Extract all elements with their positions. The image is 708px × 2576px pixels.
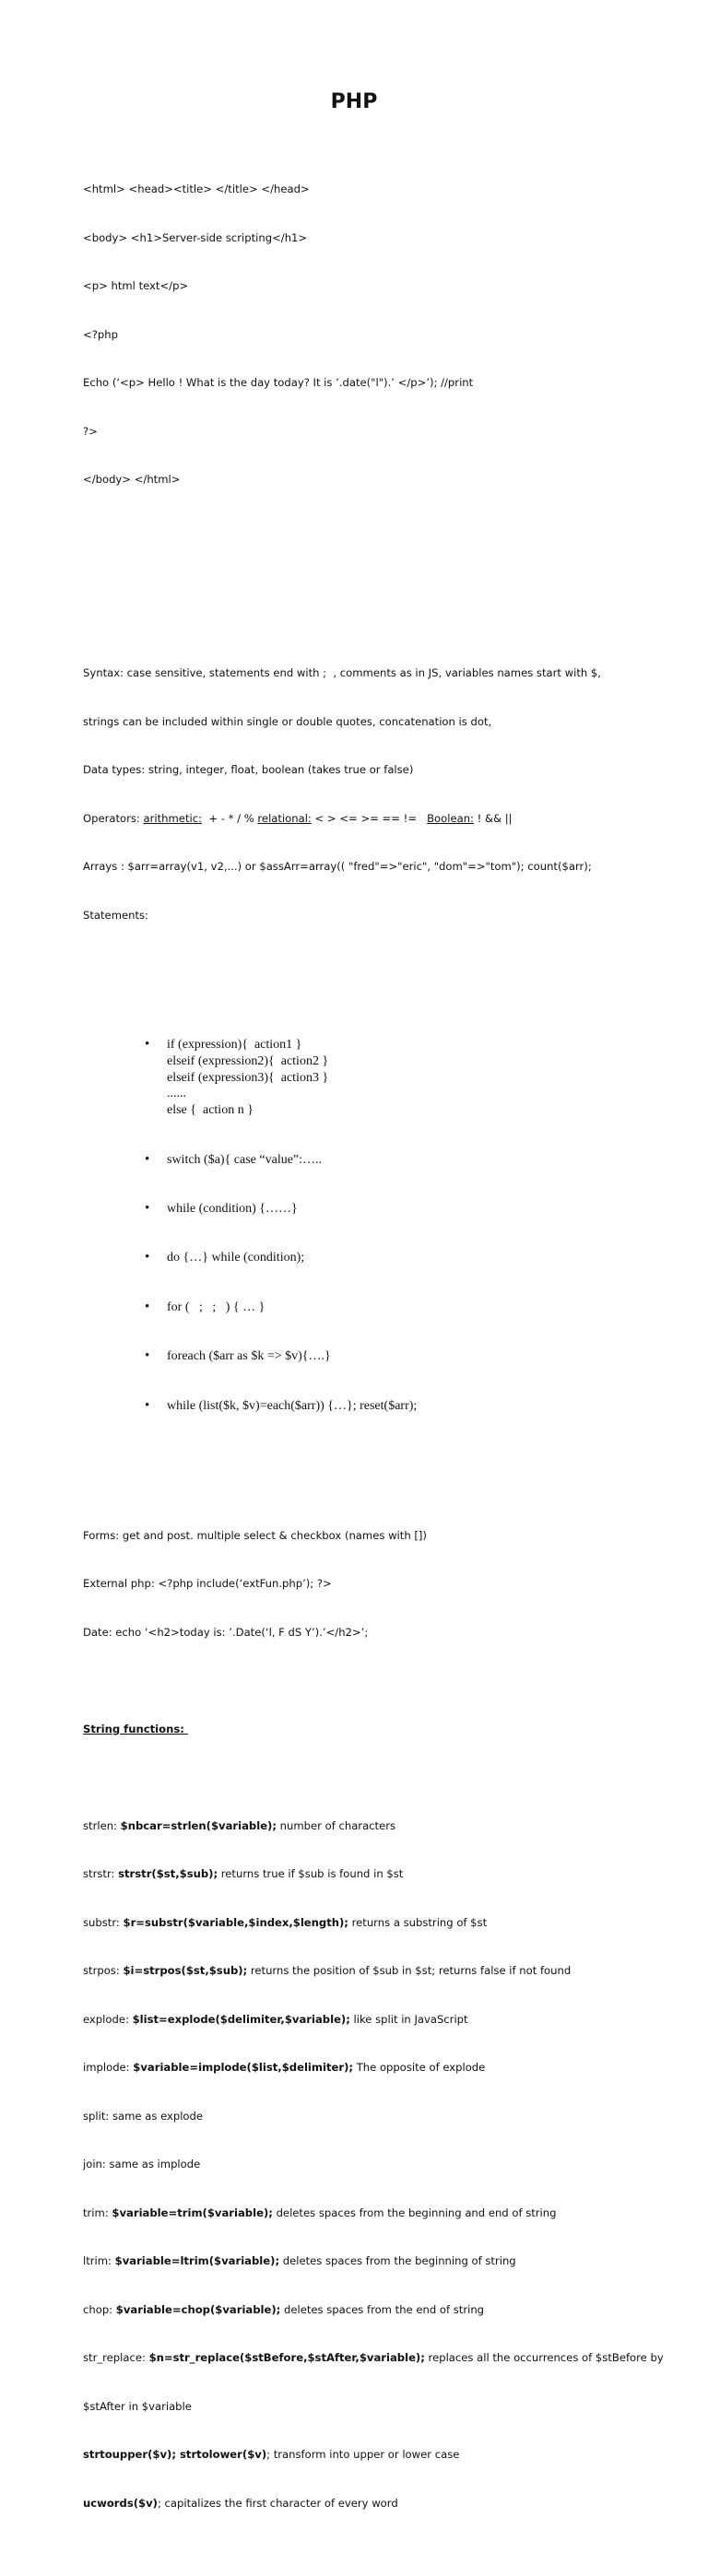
code-line: <?php bbox=[83, 327, 118, 341]
fn-code: $variable=ltrim($variable); bbox=[114, 2254, 280, 2268]
arithmetic-label: arithmetic: bbox=[143, 811, 202, 825]
arrays-line: Arrays : $arr=array(v1, v2,...) or $assArr=array(( "fred"=>"eric", "dom"=>"tom"); count($arr); bbox=[83, 860, 592, 873]
string-function-line bbox=[83, 2447, 673, 2464]
string-function-line bbox=[83, 2302, 673, 2319]
fn-name: trim: bbox=[83, 2205, 112, 2219]
fn-desc: deletes spaces from the beginning and end of string bbox=[272, 2205, 557, 2219]
fn-code: $variable=implode($list,$delimiter); bbox=[133, 2061, 354, 2075]
fn-desc: The opposite of explode bbox=[353, 2061, 486, 2075]
fn-desc: returns the position of $sub in $st; returns false if not found bbox=[247, 1964, 572, 1978]
syntax-line: Data types: string, integer, float, boolean (takes true or false) bbox=[83, 763, 414, 776]
fn-desc: number of characters bbox=[277, 1818, 396, 1832]
string-function-line bbox=[83, 2496, 673, 2512]
fn-desc: ; capitalizes the first character of every word bbox=[157, 2496, 398, 2510]
fn-name: substr: bbox=[83, 1915, 124, 1929]
string-function-line bbox=[83, 2253, 673, 2270]
fn-desc: deletes spaces from the end of string bbox=[280, 2302, 485, 2316]
fn-desc: returns a substring of $st bbox=[348, 1915, 488, 1929]
fn-code: strstr($st,$sub); bbox=[118, 1867, 218, 1881]
string-function-line bbox=[83, 2205, 673, 2222]
misc-line: Forms: get and post. multiple select & checkbox (names with []) bbox=[83, 1528, 427, 1542]
fn-name: join: same as implode bbox=[83, 2158, 201, 2171]
boolean-ops: ! && || bbox=[473, 811, 513, 825]
operators-line bbox=[83, 811, 673, 828]
syntax-section bbox=[83, 633, 673, 956]
fn-desc: like split in JavaScript bbox=[349, 2012, 468, 2026]
misc-section bbox=[83, 1496, 673, 1674]
fn-name: split: same as explode bbox=[83, 2109, 204, 2123]
fn-code: $n=str_replace($stBefore,$stAfter,$variable); bbox=[148, 2351, 425, 2365]
code-line: <body> <h1>Server-side scripting</h1> bbox=[83, 230, 308, 244]
syntax-line: Syntax: case sensitive, statements end with ; , comments as in JS, variables names start with $, bbox=[83, 666, 601, 679]
fn-desc: replaces all the occurrences of $stBefore by bbox=[424, 2351, 664, 2365]
fn-code: $i=strpos($st,$sub); bbox=[123, 1964, 248, 1978]
if-line: else { action n } bbox=[167, 1103, 254, 1118]
fn-code: strtoupper($v); strtolower($v) bbox=[83, 2448, 267, 2462]
code-line: <p> html text</p> bbox=[83, 279, 189, 292]
page-title: PHP bbox=[330, 90, 378, 113]
list-item: • while (condition) {……} bbox=[167, 1201, 673, 1217]
fn-code: ucwords($v) bbox=[83, 2496, 158, 2510]
string-function-line bbox=[83, 1915, 673, 1932]
code-line: ?> bbox=[83, 424, 98, 438]
misc-line: External php: <?php include(‘extFun.php’); ?> bbox=[83, 1577, 332, 1591]
list-item: • foreach ($arr as $k => $v){….} bbox=[167, 1348, 673, 1365]
fn-code: $variable=trim($variable); bbox=[112, 2205, 273, 2219]
statements-list bbox=[83, 1005, 673, 1448]
fn-name: ltrim: bbox=[83, 2254, 115, 2268]
fn-name: chop: bbox=[83, 2302, 116, 2316]
fn-name: strstr: bbox=[83, 1867, 119, 1881]
fn-code: $r=substr($variable,$index,$length); bbox=[123, 1915, 348, 1929]
list-item: • while (list($k, $v)=each($arr)) {…}; reset($arr); bbox=[167, 1398, 673, 1415]
fn-code: $list=explode($delimiter,$variable); bbox=[132, 2012, 350, 2026]
relational-label: relational: bbox=[257, 811, 312, 825]
if-line: • if (expression){ action1 } bbox=[167, 1038, 302, 1053]
fn-desc: returns true if $sub is found in $st bbox=[218, 1867, 404, 1881]
fn-name: strpos: bbox=[83, 1964, 124, 1978]
fn-name: str_replace: bbox=[83, 2351, 149, 2365]
boolean-label: Boolean: bbox=[427, 811, 474, 825]
string-function-line bbox=[83, 2060, 673, 2076]
code-line: </body> </html> bbox=[83, 473, 181, 486]
arithmetic-ops: + - * / % bbox=[202, 811, 258, 825]
if-line: elseif (expression2){ action2 } bbox=[167, 1053, 329, 1068]
fn-name: $stAfter in $variable bbox=[83, 2399, 192, 2413]
document-body bbox=[83, 117, 673, 2576]
misc-line: Date: echo ‘<h2>today is: ’.Date(‘l, F dS Y’).’</h2>’; bbox=[83, 1625, 369, 1639]
operators-prefix: Operators: bbox=[83, 811, 144, 825]
string-function-line bbox=[83, 2109, 673, 2125]
fn-desc: deletes spaces from the beginning of string bbox=[279, 2254, 516, 2268]
syntax-line: strings can be included within single or double quotes, concatenation is dot, bbox=[83, 714, 492, 728]
statements-label: Statements: bbox=[83, 908, 148, 922]
fn-name: implode: bbox=[83, 2061, 134, 2075]
string-function-line bbox=[83, 1866, 673, 1883]
code-line: <html> <head><title> </title> </head> bbox=[83, 182, 310, 195]
fn-desc: ; transform into upper or lower case bbox=[266, 2448, 460, 2462]
relational-ops: < > <= >= == != bbox=[311, 811, 428, 825]
string-function-line bbox=[83, 2399, 673, 2416]
string-function-line bbox=[83, 1963, 673, 1980]
code-example bbox=[83, 149, 673, 521]
fn-name: explode: bbox=[83, 2012, 133, 2026]
string-function-line bbox=[83, 2350, 673, 2367]
if-line: ...... bbox=[167, 1087, 186, 1101]
fn-name: strlen: bbox=[83, 1818, 121, 1832]
string-function-line bbox=[83, 2012, 673, 2029]
fn-code: $variable=chop($variable); bbox=[115, 2302, 281, 2316]
string-function-line bbox=[83, 2157, 673, 2173]
string-function-line bbox=[83, 1818, 673, 1835]
if-line: elseif (expression3){ action3 } bbox=[167, 1070, 329, 1085]
list-item bbox=[167, 1037, 673, 1119]
spacer bbox=[83, 569, 673, 585]
list-item: • do {…} while (condition); bbox=[167, 1250, 673, 1266]
fn-code: $nbcar=strlen($variable); bbox=[120, 1818, 277, 1832]
code-line: Echo (‘<p> Hello ! What is the day today? It is ’.date("l").’ </p>’); //print bbox=[83, 376, 474, 389]
string-functions-heading: String functions: bbox=[83, 1722, 188, 1735]
string-functions-list bbox=[83, 1786, 673, 2545]
list-item: • for ( ; ; ) { … } bbox=[167, 1300, 673, 1316]
list-item: • switch ($a){ case “value”:….. bbox=[167, 1152, 673, 1169]
